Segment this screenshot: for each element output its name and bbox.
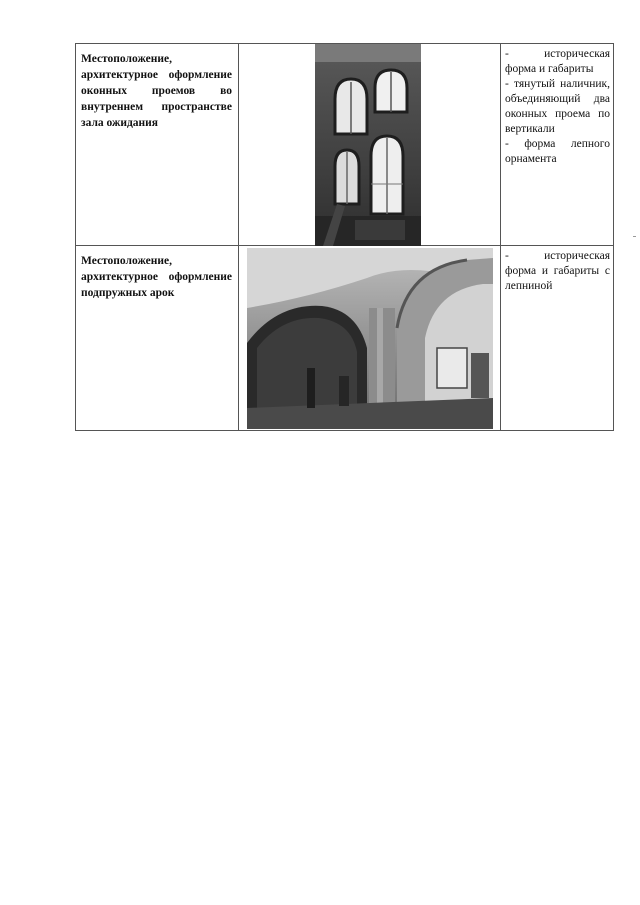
feature-text: Местоположение, архитектурное оформление подпружных арок [81,255,232,299]
feature-cell [76,44,239,246]
table-row [76,44,614,246]
photo-cell [239,44,501,246]
detail-item: - тянутый наличник, объединяющий два оконных проема по вертикали [505,78,610,135]
arched-windows-photo [315,44,421,246]
details-cell [501,246,614,431]
detail-item: - историческая форма и габариты [505,48,610,75]
vaulted-hall-photo [247,248,493,429]
scan-mark [633,236,636,237]
detail-item: - историческая форма и габариты с лепниной [505,250,610,292]
feature-cell [76,246,239,431]
detail-item: - форма лепного орнамента [505,138,610,165]
subject-of-protection-table [75,43,614,431]
details-list [501,44,613,167]
table-row [76,246,614,431]
photo-cell [239,246,501,431]
details-list [501,246,613,294]
details-cell [501,44,614,246]
feature-text: Местоположение, архитектурное оформление оконных проемов во внутреннем пространстве зала ожидания [81,53,232,129]
